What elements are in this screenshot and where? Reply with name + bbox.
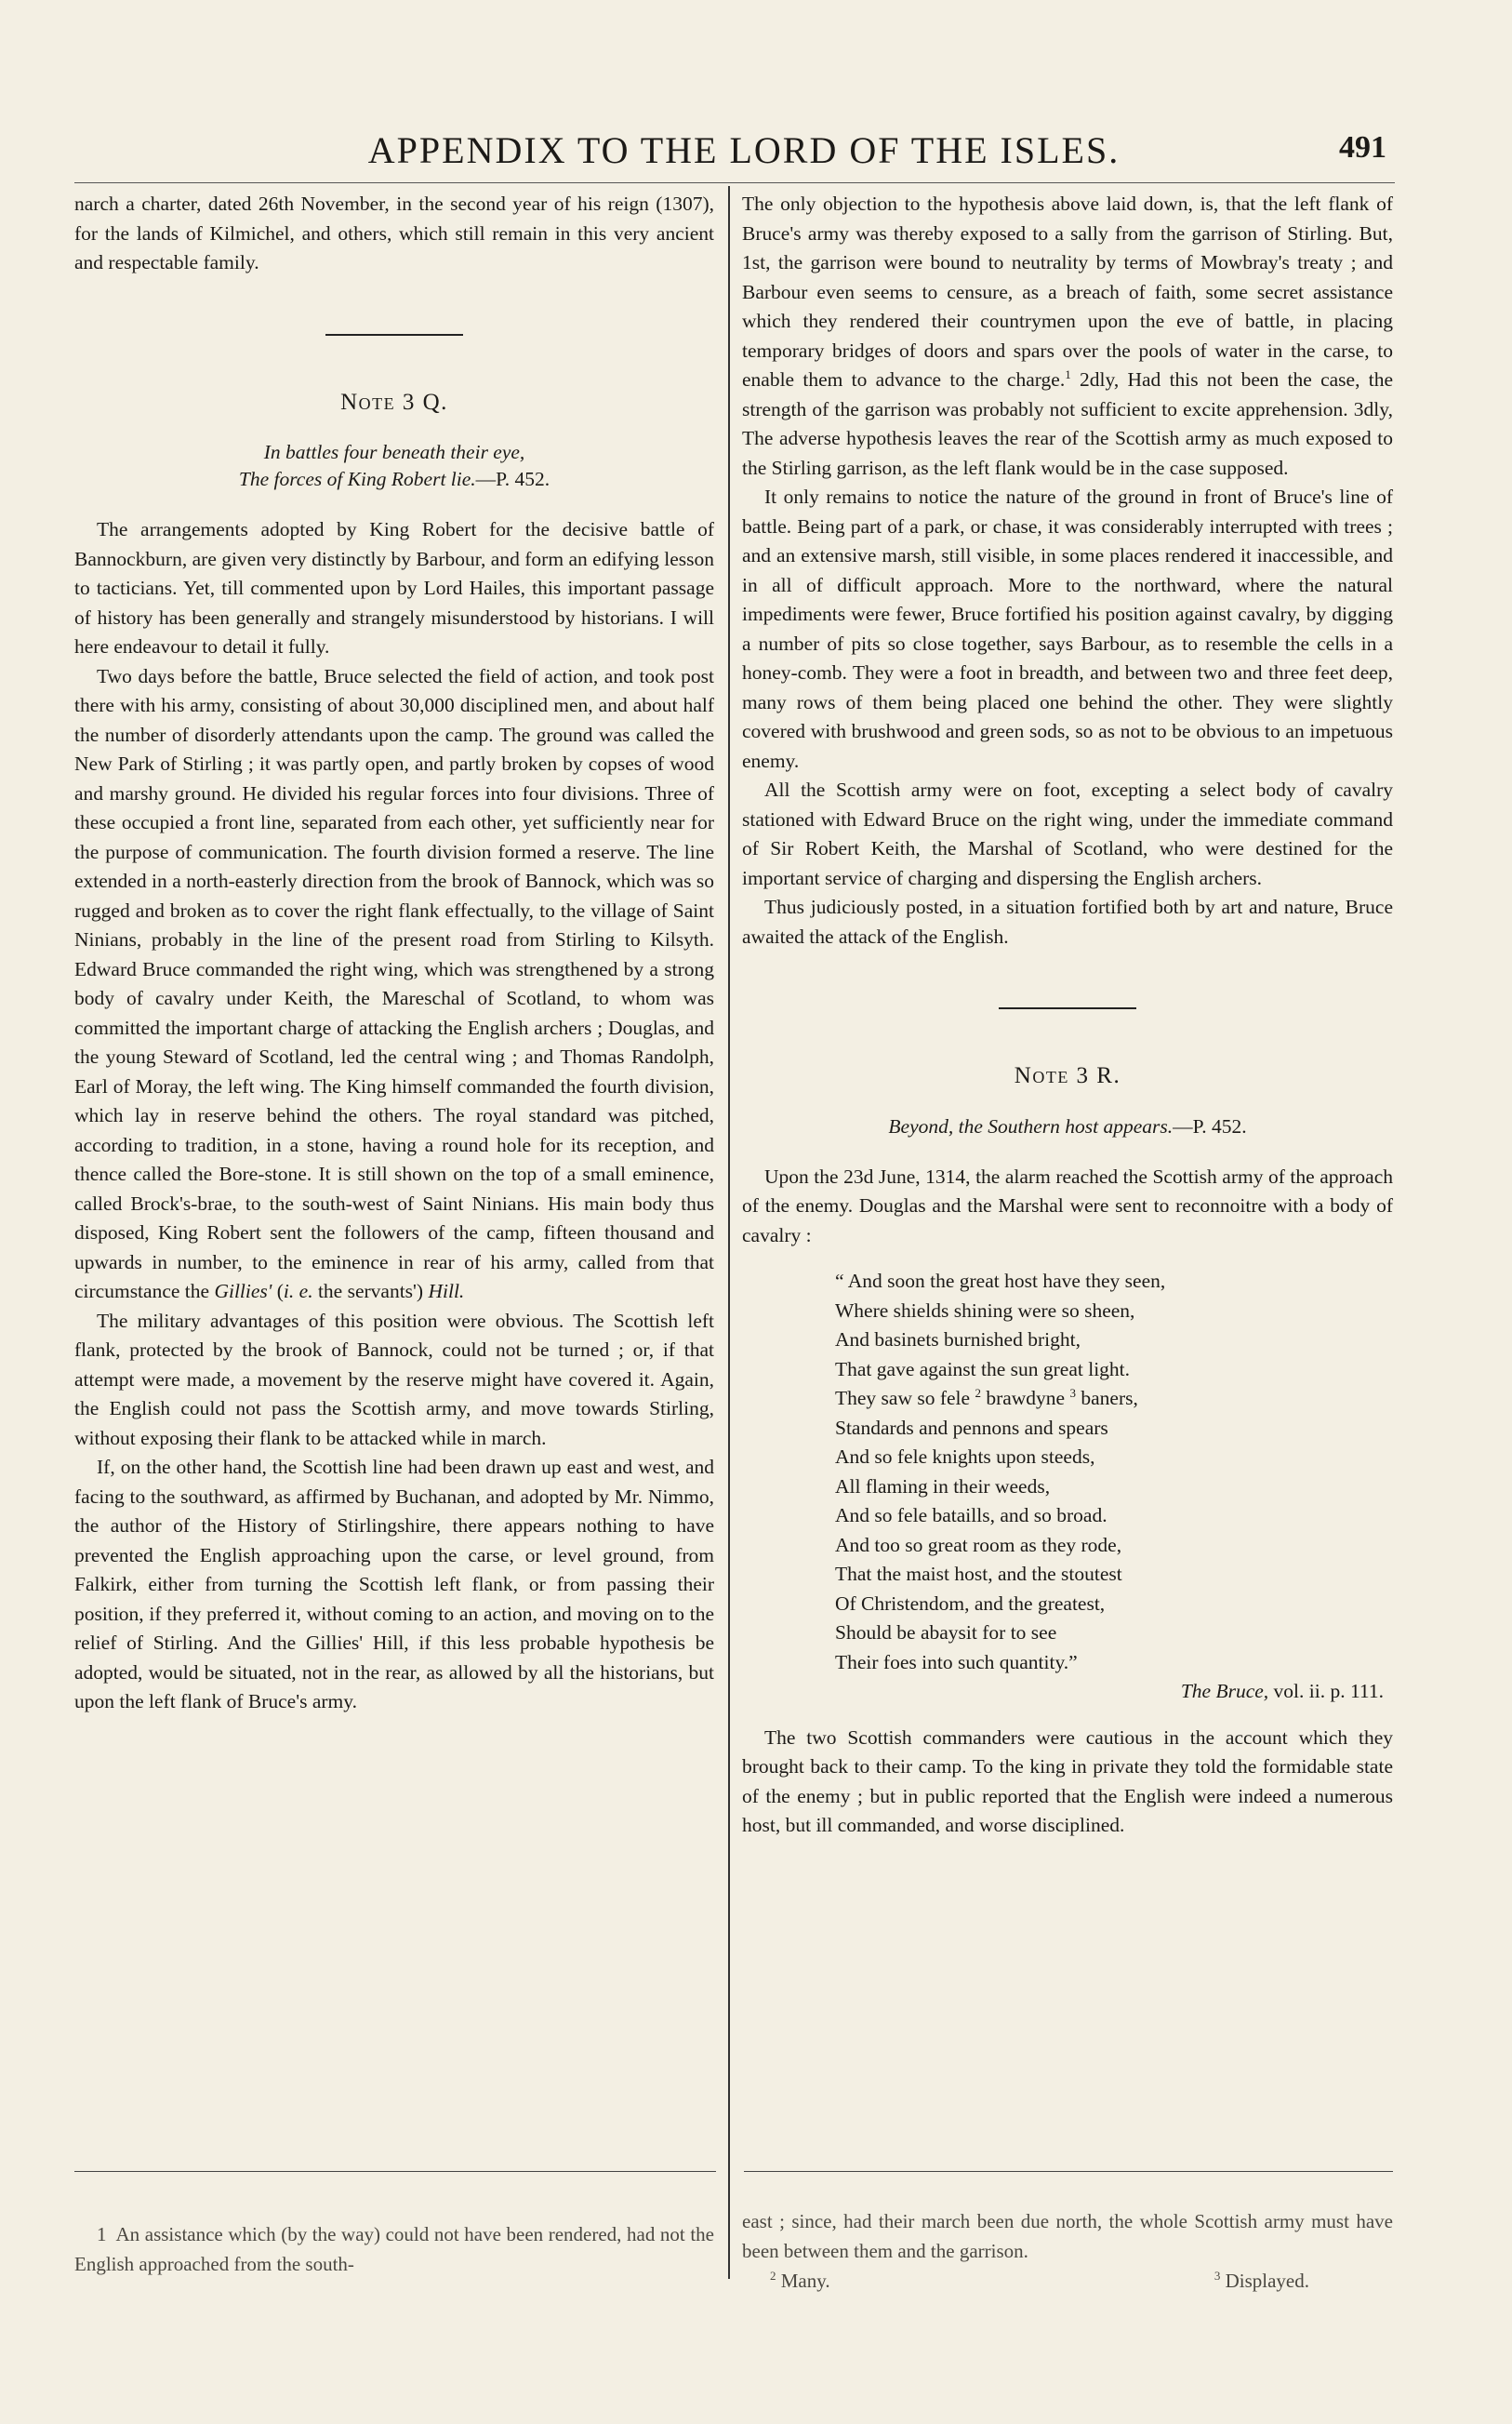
footnote-2-text: Many. [780, 2270, 830, 2292]
footnotes-right [742, 2206, 1393, 2296]
right-paragraph-2: It only remains to notice the nature of the ground in front of Bruce's line of battle. Being part of a park, or chase, it was considerably interrupted with trees ; and an extensive marsh, still visible, in some places rendered it inaccessible, and in all of difficult approach. More to the northward, where the natural impediments were fewer, Bruce fortified his position against cavalry, by digging a number of pits so close together, says Barbour, as to resemble the cells in a honey-comb. They were a foot in breadth, and between two and three feet deep, many rows of them being placed one behind the other. They were slightly covered with brushwood and green sods, so as not to be obvious to an impetuous enemy. [742, 486, 1393, 772]
running-title: APPENDIX TO THE LORD OF THE ISLES. [367, 129, 1121, 171]
verse-citation [835, 1677, 1384, 1707]
footnote-2 [770, 2266, 830, 2296]
verse-line: “ And soon the great host have they seen, [835, 1270, 1166, 1292]
right-paragraph-1-tail: 2dly, Had this not been the case, the strength of the garrison was probably not sufficient to excite apprehension. 3dly, The adverse hypothesis leaves the rear of the Scottish army as much exposed to the Stirling garrison, as the left flank would be in the case supposed. [742, 368, 1394, 479]
right-column [742, 190, 1393, 1841]
verse-line: And so fele knights upon steeds, [835, 1445, 1095, 1468]
section-divider [325, 334, 463, 336]
verse-line: And basinets burnished bright, [835, 1328, 1081, 1351]
intro-paragraph: narch a charter, dated 26th November, in the second year of his reign (1307), for the lands of Kilmichel, and others, which still remain in this very ancient and respectable family. [74, 193, 714, 273]
note-3q-paragraph-2 [74, 662, 714, 1307]
right-paragraph-3: All the Scottish army were on foot, excepting a select body of cavalry stationed with Edward Bruce on the right wing, under the immediate command of Sir Robert Keith, the Marshal of Scotland, who were destined for the important service of charging and dispersing the English archers. [742, 779, 1393, 889]
right-paragraph-1 [742, 190, 1393, 483]
note-3r-heading: Note 3 R. [1014, 1063, 1121, 1088]
note-3r-motto-ref: —P. 452. [1173, 1114, 1247, 1138]
footnote-1-text: An assistance which (by the way) could not have been rendered, had not the English approached from the south- [74, 2223, 714, 2275]
footnote-rule-right [744, 2171, 1393, 2172]
paragraph-2-text: Two days before the battle, Bruce selected the field of action, and took post there with his army, consisting of about 30,000 disciplined men, and about half the number of disorderly attendants upon the camp. The ground was called the New Park of Stirling ; it was partly open, and partly broken by copses of wood and marshy ground. He divided his regular forces into four divisions. Three of these occupied a front line, separated from each other, yet sufficiently near for the purpose of communication. The fourth division formed a reserve. The line extended in a north-easterly direction from the brook of Bannock, which was so rugged and broken as to cover the right flank effectually, to the village of Saint Ninians, probably in the line of the present road from Stirling to Kilsyth. Edward Bruce commanded the right wing, which was strengthened by a strong body of cavalry under Keith, the Mareschal of Scotland, to whom was committed the important charge of attacking the English archers ; Douglas, and the young Steward of Scotland, led the central wing ; and Thomas Randolph, Earl of Moray, the left wing. The King himself commanded the fourth division, which lay in reserve behind the others. The royal standard was pitched, according to tradition, in a stone, having a round hole for its reception, and thence called the Bore-stone. It is still shown on the top of a small eminence, called Brock's-brae, to the south-west of Saint Ninians. His main body thus disposed, King Robert sent the followers of the camp, fifteen thousand and upwards in number, to the eminence in rear of his army, called from that circumstance the [74, 664, 714, 1302]
footnote-1 [74, 2219, 714, 2279]
motto-ref: —P. 452. [475, 468, 550, 490]
verse-line-5-mid: brawdyne [980, 1387, 1066, 1409]
motto-line-2: The forces of King Robert lie. [238, 468, 476, 490]
citation-ref: vol. ii. p. 111. [1268, 1680, 1384, 1702]
note-3r-paragraph-2: The two Scottish commanders were cautious in the account which they brought back to their camp. To the king in private they told the formidable state of the enemy ; but in public reported that the English were indeed a numerous host, but ill commanded, and worse disciplined. [742, 1725, 1393, 1836]
hill-term: Hill. [428, 1280, 465, 1302]
verse-line: Where shields shining were so sheen, [835, 1299, 1135, 1322]
page-number: 491 [1339, 130, 1386, 165]
verse-line: All flaming in their weeds, [835, 1474, 1051, 1498]
note-3q-paragraph-4: If, on the other hand, the Scottish line had been drawn up east and west, and facing to the southward, as affirmed by Buchanan, and adopted by Mr. Nimmo, the author of the History of Stirlingshire, there appears nothing to have prevented the English approaching upon the carse, or level ground, from Falkirk, either from turning the Scottish left flank, or from passing their position, if they preferred it, without coming to an action, and moving on to the relief of Stirling. And the Gillies' Hill, if this less probable hypothesis be adopted, would be situated, not in the rear, as allowed by all the historians, but upon the left flank of Bruce's army. [74, 1456, 714, 1712]
bruce-verse [835, 1267, 1393, 1707]
paragraph-2-mid: ( [272, 1280, 284, 1302]
verse-line: Their foes into such quantity.” [835, 1650, 1078, 1673]
footnotes-2-3 [742, 2266, 1393, 2296]
verse-line [835, 1384, 1393, 1414]
ie-term: i. e. [283, 1280, 313, 1302]
footnote-ref-1: 1 [1065, 366, 1071, 381]
verse-line: Should be abaysit for to see [835, 1621, 1057, 1644]
paragraph-2-tail: the servants') [312, 1280, 429, 1302]
footnote-2-marker: 2 [770, 2269, 776, 2283]
verse-line: Of Christendom, and the greatest, [835, 1592, 1106, 1615]
verse-line: That the maist host, and the stoutest [835, 1563, 1122, 1585]
column-divider [728, 186, 730, 2279]
footnote-3-marker: 3 [1214, 2269, 1221, 2283]
footnote-3 [1214, 2266, 1309, 2296]
header-rule [74, 182, 1395, 183]
verse-line: That gave against the sun great light. [835, 1357, 1131, 1380]
note-3q-motto [74, 439, 714, 493]
note-3r-motto [742, 1113, 1393, 1140]
gillies-term: Gillies' [214, 1280, 272, 1302]
note-3r-motto-text: Beyond, the Southern host appears. [888, 1114, 1174, 1138]
section-divider [999, 1007, 1136, 1009]
verse-line: And too so great room as they rode, [835, 1533, 1122, 1556]
footnote-rule-left [74, 2171, 716, 2172]
footnote-3-text: Displayed. [1225, 2270, 1309, 2292]
motto-line-1: In battles four beneath their eye, [263, 441, 525, 463]
note-3r-paragraph-1: Upon the 23d June, 1314, the alarm reached the Scottish army of the approach of the enemy. Douglas and the Marshal were sent to reconnoitre with a body of cavalry : [742, 1165, 1393, 1246]
verse-line: Standards and pennons and spears [835, 1416, 1108, 1439]
footnote-1-continued: east ; since, had their march been due north, the whole Scottish army must have been between them and the garrison. [742, 2210, 1393, 2262]
citation-title: The Bruce, [1180, 1680, 1269, 1702]
right-paragraph-4: Thus judiciously posted, in a situation fortified both by art and nature, Bruce awaited the attack of the English. [742, 896, 1393, 948]
note-3q-heading: Note 3 Q. [340, 389, 448, 415]
verse-line-5-end: baners, [1075, 1387, 1138, 1409]
verse-line: And so fele bataills, and so broad. [835, 1504, 1107, 1526]
footnote-ref-3: 3 [1069, 1385, 1076, 1400]
footnote-ref-2: 2 [975, 1385, 981, 1400]
left-column [74, 190, 714, 1717]
footnote-1-marker: 1 [97, 2223, 107, 2245]
note-3q-paragraph-3: The military advantages of this position were obvious. The Scottish left flank, protected by the brook of Bannock, could not be turned ; or, if that attempt were made, a movement by the reserve might have covered it. Again, the English could not pass the Scottish army, and move towards Stirling, without exposing their flank to be attacked while in march. [74, 1309, 714, 1449]
note-3q-paragraph-1: The arrangements adopted by King Robert for the decisive battle of Bannockburn, are given very distinctly by Barbour, and form an edifying lesson to tacticians. Yet, till commented upon by Lord Hailes, this important passage of history has been generally and strangely misunderstood by historians. I will here endeavour to detail it fully. [74, 518, 714, 658]
verse-line-5-start: They saw so fele [835, 1387, 971, 1409]
right-paragraph-1-text: The only objection to the hypothesis above laid down, is, that the left flank of Bruce's army was thereby exposed to a sally from the garrison of Stirling. But, 1st, the garrison were bound to neutrality by terms of Mowbray's treaty ; and Barbour even seems to censure, as a breach of faith, some secret assistance which they rendered their countrymen upon the eve of battle, in placing temporary bridges of doors and spars over the pools of water in the carse, to enable them to advance to the charge. [742, 193, 1393, 391]
